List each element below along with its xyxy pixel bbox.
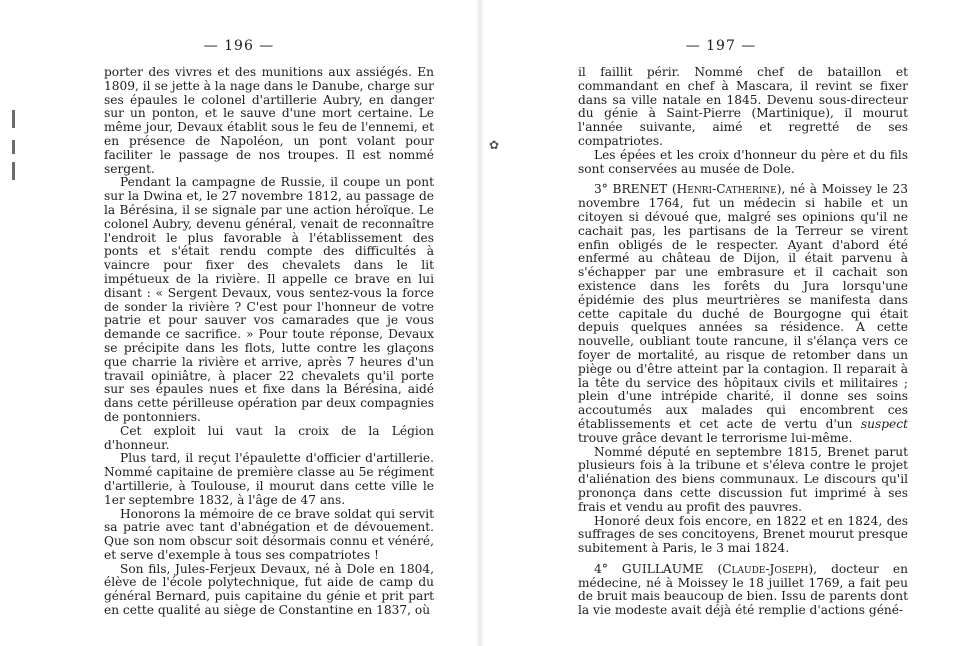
page-number-left: — 196 — (203, 38, 275, 54)
entry-lead: 3° BRENET (594, 182, 668, 197)
paragraph: porter des vivres et des munitions aux assiégés. En 1809, il se jette à la nage dans le Danube, charge sur ses épaules le colonel d'artillerie Aubry, en danger sur un ponton, et le sauve d'une mort certaine. Le même jour, Devaux établit sous le feu de l'ennemi, et en présence de Napoléon, un pont volant pour faciliter le passage de nos troupes. Il est nommé sergent. (104, 65, 434, 176)
margin-mark (12, 110, 15, 128)
margin-mark (12, 162, 15, 180)
left-page (0, 0, 478, 646)
paragraph: Honorons la mémoire de ce brave soldat qui servit sa patrie avec tant d'abnégation et de dévouement. Que son nom obscur soit désormais connu et vénéré, et serve d'exemple à tous ses compatriotes ! (104, 506, 434, 562)
paragraph: Nommé député en septembre 1815, Brenet parut plusieurs fois à la tribune et s'éleva contre le projet d'aliénation des biens communaux. Le discours qu'il prononça dans cette discussion fut imprimé à ses frais et vendu au profit des pauvres. (578, 444, 908, 514)
entry-text: trouve grâce devant le terrorisme lui-même. (578, 430, 853, 445)
margin-mark (12, 140, 15, 154)
paragraph: Les épées et les croix d'honneur du père et du fils sont conservées au musée de Dole. (578, 147, 908, 176)
italic-word: suspect (860, 416, 908, 431)
entry-names: (Henri-Catherine) (671, 182, 782, 197)
entry-text: , né à Moissey le 23 novembre 1764, fut un médecin si habile et un citoyen si dévoué que, malgré ses opinions qu'il ne cachait pas, les partisans de la Terreur se virent enfin obligés de le respecter. Ayant d'abord été enfermé au château de Dijon, il était parvenu à s'échapper par une embrasure et il cachait son existence dans les forêts du Jura lorsqu'une épidémie des plus meurtrières se manifesta dans cette capitale du duché de Bourgogne qui était depuis quelques années sa résidence. A cette nouvelle, oubliant toute rancune, il s'élança vers ce foyer de mortalité, au risque de retomber dans un piège ou d'être atteint par la contagion. Il reparait à la tête du service des hôpitaux civils et militaires ; plein d'une intrépide charité, il donne ses soins accoutumés aux malades qui encombrent ces établissements et cet acte de vertu d'un (578, 182, 908, 431)
entry-lead: 4° GUILLAUME (594, 561, 704, 576)
entry-text: , docteur en médecine, né à Moissey le 18 juillet 1769, a fait peu de bruit mais beaucoup de bien. Issu de parents dont la vie modeste avait déjà été remplie d'actions géné- (578, 561, 908, 618)
paragraph: Honoré deux fois encore, en 1822 et en 1824, des suffrages de ses concitoyens, Brenet mourut presque subitement à Paris, le 3 mai 1824. (578, 513, 908, 556)
left-page-text (104, 66, 434, 618)
entry-names: (Claude-Joseph) (717, 561, 814, 576)
paragraph: Son fils, Jules-Ferjeux Devaux, né à Dole en 1804, élève de l'école polytechnique, fut aide de camp du général Bernard, puis capitaine du génie et prit part en cette qualité au siège de Constantine en 1837, où (104, 561, 434, 618)
entry-guillaume (578, 563, 908, 618)
page-number-right: — 197 — (685, 38, 757, 54)
paragraph: il faillit périr. Nommé chef de bataillon et commandant en chef à Mascara, il revint se fixer dans sa ville natale en 1845. Devenu sous-directeur du génie à Saint-Pierre (Martinique), il mourut l'année suivante, aimé et regretté de ses compatriotes. (578, 65, 908, 148)
paragraph: Plus tard, il reçut l'épaulette d'officier d'artillerie. Nommé capitaine de première classe au 5e régiment d'artillerie, à Toulouse, il mourut dans cette ville le 1er septembre 1832, à l'âge de 47 ans. (104, 451, 434, 507)
paragraph: Pendant la campagne de Russie, il coupe un pont sur la Dwina et, le 27 novembre 1812, au passage de la Bérésina, il se signale par une action héroïque. Le colonel Aubry, devenu général, venait de reconnaître l'endroit le plus favorable à l'établissement des ponts et s'était rendu compte des difficultés à vaincre pour fixer des chevalets dans le lit impétueux de la rivière. Il appelle ce brave en lui disant : « Sergent Devaux, vous sentez-vous la force de sonder la rivière ? C'est pour l'honneur de votre patrie et pour sauver vos camarades que je vous demande ce sacrifice. » Pour toute réponse, Devaux se précipite dans les flots, lutte contre les glaçons que charrie la rivière et arrive, après 7 heures d'un travail opiniâtre, à placer 22 chevalets qu'il porte sur ses épaules nues et fixe dans la Bérésina, aidé dans cette périlleuse opération par deux compagnies de pontonniers. (104, 175, 434, 424)
ornament-icon: ✿ (489, 138, 500, 152)
paragraph: Cet exploit lui vaut la croix de la Légion d'honneur. (104, 423, 434, 452)
entry-brenet (578, 183, 908, 445)
right-page-text (578, 66, 908, 618)
right-page (482, 0, 960, 646)
